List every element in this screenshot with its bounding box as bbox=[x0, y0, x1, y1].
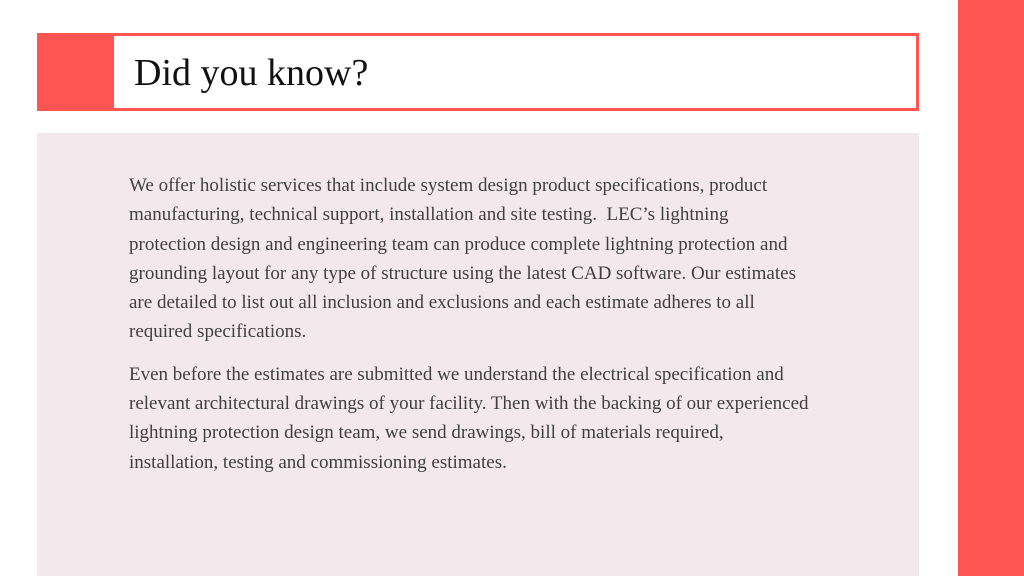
paragraph-services: We offer holistic services that include system design product specifications, product manufacturing, technical support, installation and site testing. LEC’s lightning protection design and engineering team can produce complete lightning protection and grounding layout for any type of structure using the latest CAD software. Our estimates are detailed to list out all inclusion and exclusions and each estimate adheres to all required specifications. bbox=[129, 175, 801, 343]
paragraph-estimates: Even before the estimates are submitted we understand the electrical specification and relevant architectural drawings of your facility. Then with the backing of our experienced lightning protection design team, we send drawings, bill of materials required, installation, testing and commissioning estimates. bbox=[129, 363, 814, 473]
slide-title: Did you know? bbox=[134, 52, 369, 94]
title-inner bbox=[114, 36, 916, 108]
content-panel bbox=[37, 133, 919, 576]
accent-side-bar bbox=[958, 0, 1024, 576]
title-box bbox=[37, 33, 919, 111]
content-text bbox=[129, 171, 814, 490]
